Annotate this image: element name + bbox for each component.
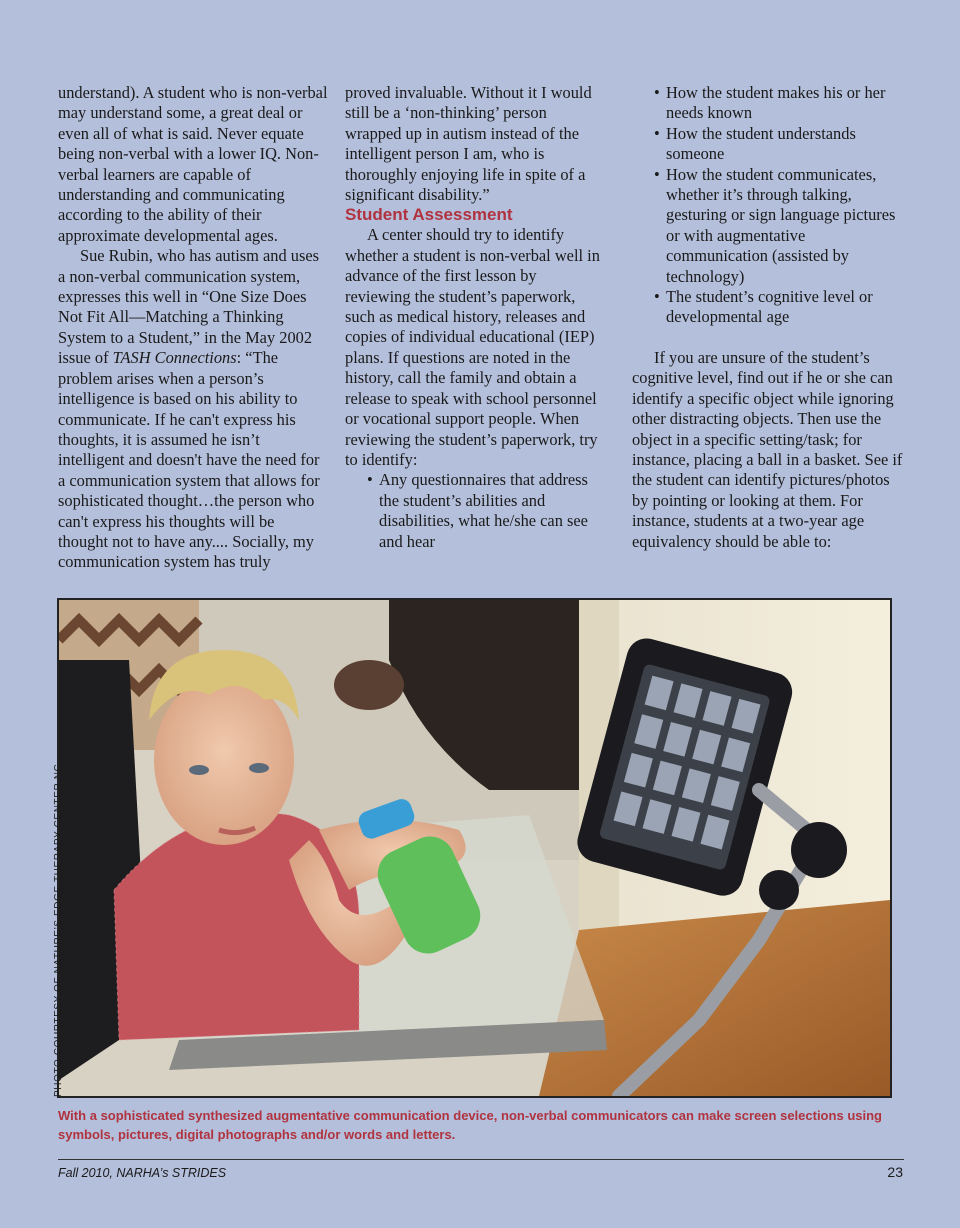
photo-illustration: [59, 600, 890, 1096]
list-item: • Any questionnaires that address the student’s abilities and disabilities, what he/she can see and hear: [345, 470, 603, 552]
list-item: • How the student makes his or her needs known: [632, 83, 907, 124]
page-number: 23: [887, 1164, 903, 1180]
list-item: • How the student understands someone: [632, 124, 907, 165]
footer-rule: [58, 1159, 904, 1160]
photo-credit: PHOTO COURTESY OF NATURE’S EDGE THERAPY CENTER NC: [53, 763, 64, 1097]
paragraph: proved invaluable. Without it I would still be a ‘non-thinking’ person wrapped up in autism instead of the intelligent person I am, who is thoroughly enjoying life in spite of a significant disability.”: [345, 83, 592, 205]
list-item: • The student’s cognitive level or developmental age: [632, 287, 907, 328]
footer-publication: Fall 2010, NARHA’s STRIDES: [58, 1166, 227, 1180]
paragraph: understand). A student who is non-verbal may understand some, a great deal or even all of what is said. Never equate being non-verbal with a lower IQ. Non-verbal learners are capable of understanding and communicating according to the ability of their approximate developmental ages.: [58, 83, 328, 245]
bullet-list: [345, 470, 603, 552]
paragraph: If you are unsure of the student’s cognitive level, find out if he or she can identify a specific object while ignoring other distracting objects. Then use the object in a specific setting/task; for instance, placing a ball in a basket. See if the student can identify pictures/photos by pointing or looking at them. For instance, students at a two-year age equivalency should be able to:: [632, 347, 903, 551]
paragraph: Sue Rubin, who has autism and uses a non-verbal communication system, expresses this well in “One Size Does Not Fit All—Matching a Thinking System to a Student,” in the May 2002 issue of TASH Connections: “The problem arises when a person’s intelligence is based on his ability to communicate. If he can't express his thoughts, it is assumed he isn’t intelligent and doesn't have the need for a communication system that allows for sophisticated thought…the person who can't express his thoughts will be thought not to have any.... Socially, my communication system has truly: [58, 246, 320, 572]
photo-caption: With a sophisticated synthesized augmentative communication device, non-verbal communicators can make screen selections using symbols, pictures, digital photographs and/or words and letters.: [58, 1108, 882, 1142]
text-column-2: [345, 83, 603, 552]
list-item: • How the student communicates, whether it’s through talking, gesturing or sign language pictures or with augmentative communication (assisted by technology): [632, 165, 907, 287]
bullet-list: [632, 83, 907, 328]
text-column-3: [632, 83, 907, 552]
publication-title: TASH Connections: [112, 348, 237, 368]
text-column-1: [58, 83, 328, 573]
paragraph: A center should try to identify whether a student is non-verbal well in advance of the first lesson by reviewing the student’s paperwork, such as medical history, releases and copies of individual educational (IEP) plans. If questions are noted in the history, call the family and obtain a release to speak with school personnel or vocational support people. When reviewing the student’s paperwork, try to identify:: [345, 225, 600, 469]
photo-boy-with-communication-device: [57, 598, 892, 1098]
section-heading: Student Assessment: [345, 205, 513, 225]
